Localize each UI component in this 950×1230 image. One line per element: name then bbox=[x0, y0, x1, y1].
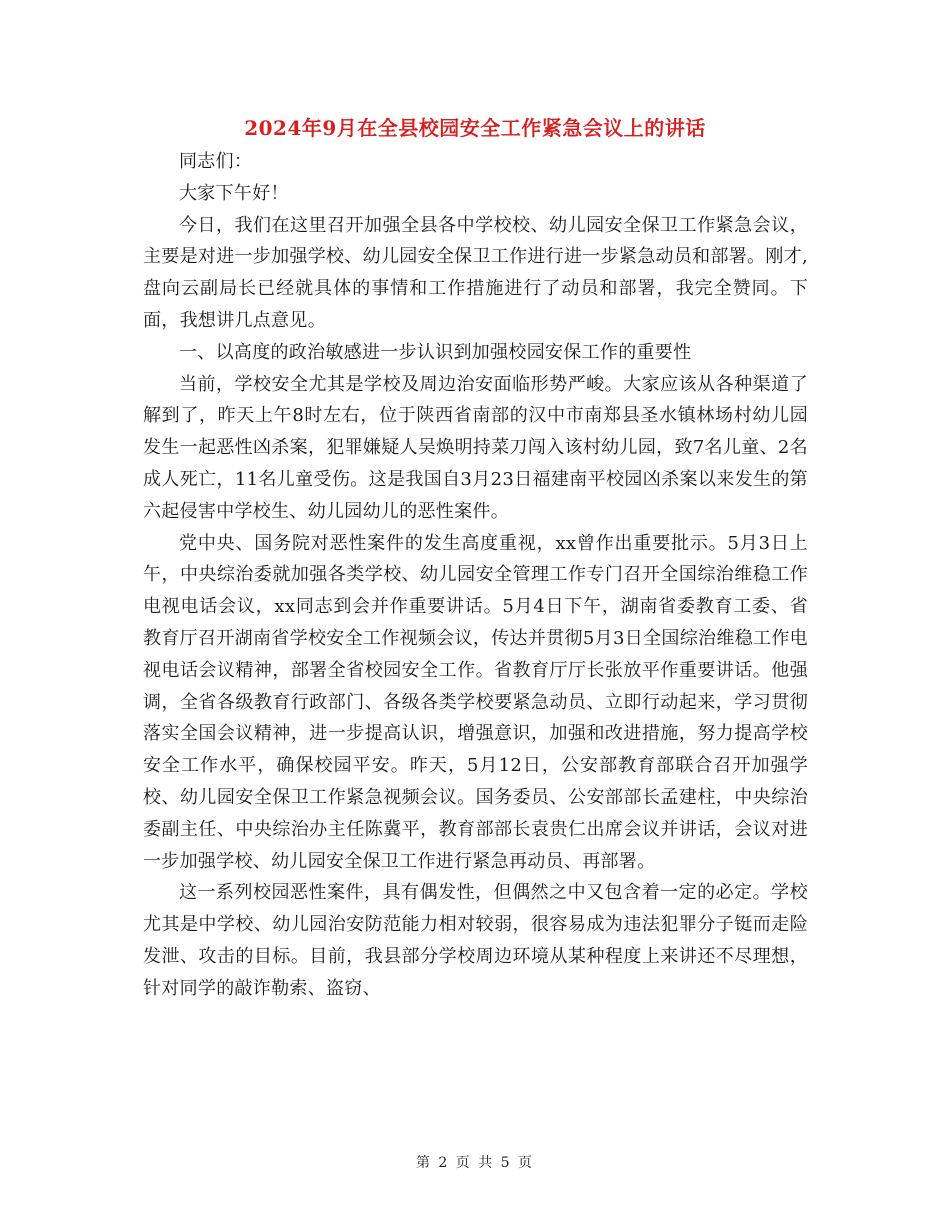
paragraph: 当前，学校安全尤其是学校及周边治安面临形势严峻。大家应该从各种渠道了解到了，昨天上午8时左右，位于陕西省南部的汉中市南郑县圣水镇林场村幼儿园发生一起恶性凶杀案，犯罪嫌疑人吴焕明持菜刀闯入该村幼儿园，致7名儿童、2名成人死亡，11名儿童受伤。这是我国自3月23日福建南平校园凶杀案以来发生的第六起侵害中学校生、幼儿园幼儿的恶性案件。 bbox=[143, 373, 808, 522]
paragraph-intro: 今日，我们在这里召开加强全县各中学校校、幼儿园安全保卫工作紧急会议，主要是对进一步加强学校、幼儿园安全保卫工作进行进一步紧急动员和部署。刚才,盘向云副局长已经就具体的事情和工作措施进行了动员和部署，我完全赞同。下面，我想讲几点意见。 bbox=[143, 214, 808, 331]
salutation: 同志们： bbox=[179, 151, 253, 172]
document-body bbox=[143, 146, 808, 1005]
paragraph: 党中央、国务院对恶性案件的发生高度重视，xx曾作出重要批示。5月3日上午，中央综治委就加强各类学校、幼儿园安全管理工作专门召开全国综治维稳工作电视电话会议，xx同志到会并作重要讲话。5月4日下午，湖南省委教育工委、省教育厅召开湖南省学校安全工作视频会议，传达并贯彻5月3日全国综治维稳工作电视电话会议精神，部署全省校园安全工作。省教育厅厅长张放平作重要讲话。他强调，全省各级教育行政部门、各级各类学校要紧急动员、立即行动起来，学习贯彻落实全国会议精神，进一步提高认识，增强意识，加强和改进措施，努力提高学校安全工作水平，确保校园平安。昨天，5月12日，公安部教育部联合召开加强学校、幼儿园安全保卫工作紧急视频会议。国务委员、公安部部长孟建柱，中央综治委副主任、中央综治办主任陈冀平，教育部部长袁贵仁出席会议并讲话，会议对进一步加强学校、幼儿园安全保卫工作进行紧急再动员、再部署。 bbox=[143, 532, 808, 872]
document-title: 2024年9月在全县校园安全工作紧急会议上的讲话 bbox=[244, 116, 706, 140]
paragraph: 这一系列校园恶性案件，具有偶发性，但偶然之中又包含着一定的必定。学校尤其是中学校、幼儿园治安防范能力相对较弱，很容易成为违法犯罪分子铤而走险发泄、攻击的目标。目前，我县部分学校周边环境从某种程度上来讲还不尽理想，针对同学的敲诈勒索、盗窃、 bbox=[143, 882, 808, 999]
section-heading: 一、以高度的政治敏感进一步认识到加强校园安保工作的重要性 bbox=[179, 341, 692, 363]
greeting: 大家下午好！ bbox=[179, 182, 289, 204]
page-footer: 第 2 页 共 5 页 bbox=[415, 1155, 535, 1171]
